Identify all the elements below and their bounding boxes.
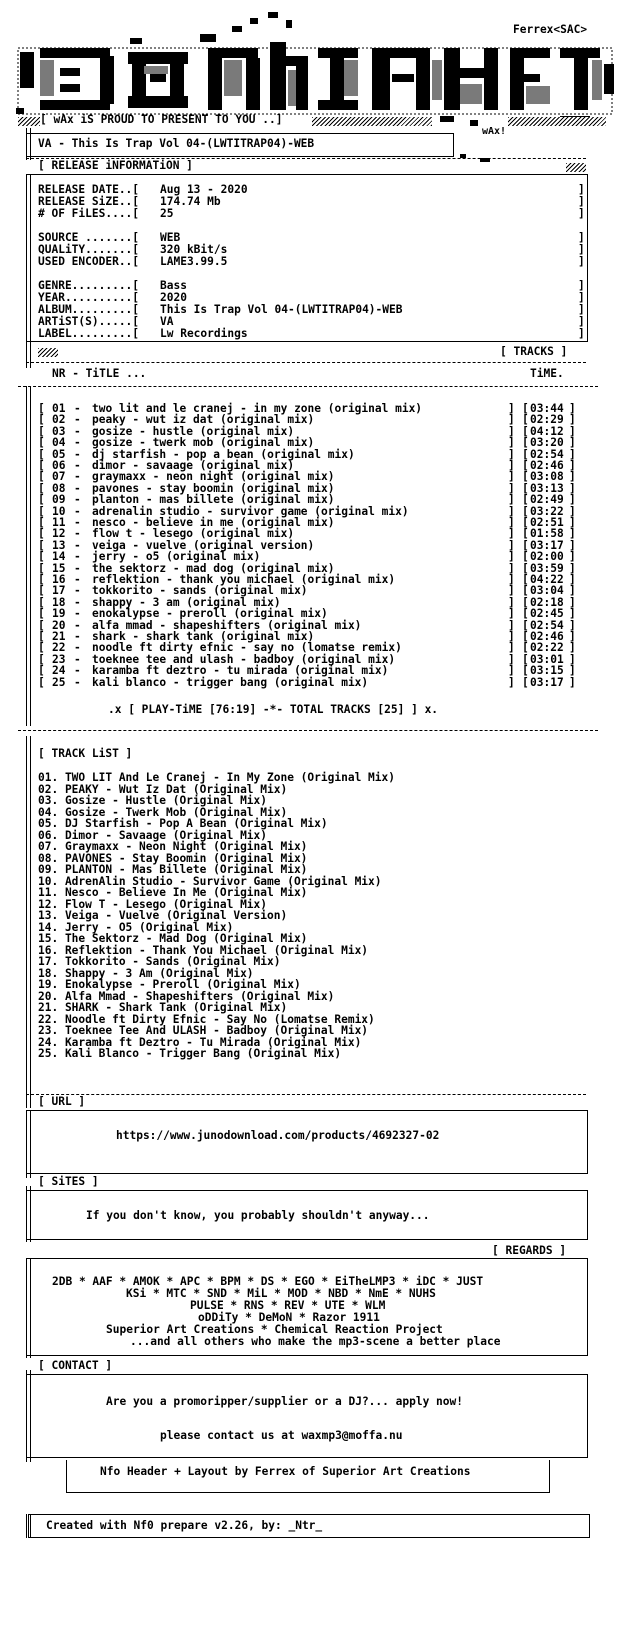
track-dash: - — [74, 470, 81, 484]
track-close-bracket: ] — [508, 618, 515, 632]
track-list-item: 18. Shappy - 3 Am (Original Mix) — [38, 966, 254, 980]
hatch-decor — [18, 117, 40, 126]
track-open-bracket: [ — [38, 675, 45, 689]
track-close-bracket: ] — [508, 413, 515, 427]
info-value: 25 — [160, 207, 174, 220]
track-time: 02:54 — [530, 618, 564, 632]
track-time-open: [ — [522, 516, 529, 529]
track-time-open: [ — [522, 618, 529, 632]
track-dash: - — [74, 664, 81, 678]
frame-bar — [26, 1110, 31, 1178]
track-time: 04:22 — [530, 573, 564, 586]
track-nr: 02 — [52, 413, 66, 427]
regards-line: oDDiTy * DeMoN * Razor 1911 — [198, 1311, 380, 1324]
contact-email-line[interactable]: please contact us at waxmp3@moffa.nu — [160, 1429, 403, 1442]
track-dash: - — [74, 550, 81, 564]
info-label: GENRE.........[ — [38, 279, 140, 292]
track-nr: 24 — [52, 664, 66, 678]
track-open-bracket: [ — [38, 447, 45, 461]
track-nr: 22 — [52, 641, 66, 655]
track-nr: 21 — [52, 630, 66, 643]
track-time: 01:58 — [530, 527, 564, 541]
track-title: gosize - hustle (original mix) — [92, 424, 295, 438]
track-list-item: 05. DJ Starfish - Pop A Bean (Original Mix) — [38, 817, 328, 830]
hatch-decor — [38, 348, 58, 357]
track-open-bracket: [ — [38, 550, 45, 564]
hatch-decor — [508, 117, 606, 126]
track-nr: 03 — [52, 424, 66, 438]
track-title: two lit and le cranej - in my zone (original mix) — [92, 402, 423, 415]
track-list-heading: [ TRACK LiST ] — [38, 747, 133, 760]
info-value: VA — [160, 315, 174, 328]
track-time-open: [ — [522, 550, 529, 564]
track-list-item: 25. Kali Blanco - Trigger Bang (Original Mix) — [38, 1047, 342, 1060]
track-close-bracket: ] — [508, 630, 515, 643]
track-nr: 10 — [52, 504, 66, 518]
track-dash: - — [74, 424, 81, 438]
track-time: 03:08 — [530, 470, 564, 484]
frame-bar — [26, 386, 31, 726]
track-title: planton - mas billete (original mix) — [92, 493, 335, 507]
track-title: veiga - vuelve (original version) — [92, 538, 315, 552]
contact-box — [26, 1374, 588, 1458]
track-time-open: [ — [522, 641, 529, 655]
track-open-bracket: [ — [38, 595, 45, 609]
regards-line: ...and all others who make the mp3-scene a better place — [130, 1335, 501, 1348]
info-value: LAME3.99.5 — [160, 255, 228, 268]
track-time: 02:00 — [530, 550, 564, 564]
track-nr: 19 — [52, 607, 66, 621]
track-nr: 11 — [52, 516, 66, 529]
track-dash: - — [74, 447, 81, 461]
track-dash: - — [74, 527, 81, 541]
track-dash: - — [74, 504, 81, 518]
track-time: 02:49 — [530, 493, 564, 507]
track-time: 02:18 — [530, 595, 564, 609]
track-time-open: [ — [522, 402, 529, 415]
track-time-open: [ — [522, 424, 529, 438]
track-open-bracket: [ — [38, 413, 45, 427]
track-time: 03:44 — [530, 402, 564, 415]
track-close-bracket: ] — [508, 470, 515, 484]
track-time-open: [ — [522, 481, 529, 495]
track-time-open: [ — [522, 561, 529, 575]
track-list-item: 20. Alfa Mmad - Shapeshifters (Original Mix) — [38, 989, 335, 1003]
track-open-bracket: [ — [38, 504, 45, 518]
divider — [26, 362, 586, 363]
track-time: 03:22 — [530, 504, 564, 518]
release-info-heading: [ RELEASE iNFORMATiON ] — [38, 159, 193, 172]
track-nr: 05 — [52, 447, 66, 461]
divider — [26, 1094, 586, 1095]
track-list-item: 03. Gosize - Hustle (Original Mix) — [38, 794, 268, 807]
track-time-close: ] — [569, 424, 576, 438]
track-title: dj starfish - pop a bean (original mix) — [92, 447, 355, 461]
track-open-bracket: [ — [38, 584, 45, 598]
sites-text: If you don't know, you probably shouldn't anyway... — [86, 1209, 430, 1222]
track-nr: 25 — [52, 675, 66, 689]
track-open-bracket: [ — [38, 618, 45, 632]
track-nr: 01 — [52, 402, 66, 415]
divider — [18, 730, 598, 731]
track-title: enokalypse - preroll (original mix) — [92, 607, 328, 621]
track-list-item: 15. The Sektorz - Mad Dog (Original Mix) — [38, 932, 308, 945]
track-dash: - — [74, 481, 81, 495]
proud-line: [ wAx iS PROUD TO PRESENT TO YOU ..] — [40, 113, 283, 126]
track-nr: 18 — [52, 595, 66, 609]
track-dash: - — [74, 595, 81, 609]
track-dash: - — [74, 641, 81, 655]
url-link[interactable]: https://www.junodownload.com/products/4692327-02 — [116, 1129, 440, 1142]
track-open-bracket: [ — [38, 493, 45, 507]
track-time-close: ] — [569, 436, 576, 450]
track-list-item: 11. Nesco - Believe In Me (Original Mix) — [38, 886, 308, 899]
track-nr: 07 — [52, 470, 66, 484]
info-label: USED ENCODER..[ — [38, 255, 140, 268]
track-title: graymaxx - neon night (original mix) — [92, 470, 335, 484]
info-value: Bass — [160, 279, 187, 292]
track-time-close: ] — [569, 527, 576, 541]
frame-bar — [26, 1186, 31, 1242]
track-dash: - — [74, 607, 81, 621]
track-open-bracket: [ — [38, 481, 45, 495]
contact-heading: [ CONTACT ] — [38, 1359, 113, 1372]
track-title: flow t - lesego (original mix) — [92, 527, 295, 541]
info-value: Aug 13 - 2020 — [160, 183, 248, 196]
track-open-bracket: [ — [38, 436, 45, 450]
track-open-bracket: [ — [38, 641, 45, 655]
info-label: LABEL.........[ — [38, 327, 140, 340]
info-value: WEB — [160, 231, 181, 244]
track-title: pavones - stay boomin (original mix) — [92, 481, 335, 495]
track-open-bracket: [ — [38, 630, 45, 643]
track-list-item: 02. PEAKY - Wut Iz Dat (Original Mix) — [38, 782, 288, 796]
track-list-item: 06. Dimor - Savaage (Original Mix) — [38, 828, 268, 842]
track-time-open: [ — [522, 573, 529, 586]
track-title: nesco - believe in me (original mix) — [92, 516, 335, 529]
layout-credit: Nfo Header + Layout by Ferrex of Superior Art Creations — [100, 1465, 471, 1478]
info-label: RELEASE DATE..[ — [38, 183, 140, 196]
track-nr: 13 — [52, 538, 66, 552]
info-value: 174.74 Mb — [160, 195, 221, 208]
track-title: kali blanco - trigger bang (original mix) — [92, 675, 369, 689]
info-label: ALBUM.........[ — [38, 303, 140, 316]
track-time: 03:17 — [530, 538, 564, 552]
track-time-open: [ — [522, 527, 529, 541]
track-dash: - — [74, 630, 81, 643]
track-time: 02:45 — [530, 607, 564, 621]
track-dash: - — [74, 618, 81, 632]
track-time-close: ] — [569, 504, 576, 518]
frame-bar — [26, 736, 31, 1108]
track-time: 03:01 — [530, 652, 564, 666]
track-open-bracket: [ — [38, 459, 45, 472]
track-time-open: [ — [522, 470, 529, 484]
track-nr: 06 — [52, 459, 66, 472]
frame-bar — [26, 174, 31, 368]
nfo-document: Ferrex<SAC> [ wAx iS PROUD TO PRESENT TO YOU ..] wAx! VA - This Is Trap Vol 04-(LWTITRAP04)-WEB [ RELEASE iNFORMATiON ] RELEASE DATE..[ Aug 13 - 2020 RELEASE SiZE..[ 174.74 Mb # OF FiLES....[ 25 SOURCE .......[ WEB QUALiTY.......[ 320 kBit/s USED ENCODER..[ LAME3.99.5 GENRE.........[ Bass YEAR..........[ 2020 ALBUM.........[ This Is Trap Vol 04-(LWTITRAP04)-WEB ARTiST(S).....[ VA LABEL.........[ Lw Recordings ] ] ] ] ] ] ] ] ] ] ] [ TRACKS ] NR - TiTLE ... TiME. [ 01 - two lit and le cranej - in my zone (original mix) ] [ 03:44 ] [ 02 - peaky - wut iz dat (original mix) ] [ 02:29 ] [ 03 - gosize - hustle (original mix) ] [ 04:12 ] [ 04 - gosize - twerk mob (original mix) ] [ 03:20 ] [ 05 - dj starfish - pop a bean (original mix) ] [ 02:54 ] [ 06 - dimor - savaage (original mix) ] [ 02:46 ] [ 07 - graymaxx - neon night (original mix) ] [ 03:08 ] [ 08 - pavones - stay boomin (original mix) ] [ 03:13 ] [ 09 - planton - mas billete (original mix) ] [ 02:49 ] [ 10 - adrenalin studio - survivor game (original mix) ] [ 03:22 ] [ 11 - nesco - believe in me (original mix) ] [ 02:51 ] [ 12 - flow t - lesego (original mix) ] [ 01:58 ] [ 13 - veiga - vuelve (original version) ] [ 03:17 ] [ 14 - jerry - o5 (original mix) ] [ 02:00 ] [ 15 - the sektorz - mad dog (original mix) ] [ 03:59 ] [ 16 - reflektion - thank you michael (original mix) ] [ 04:22 ] [ 17 - tokkorito - sands (original mix) ] [ 03:04 ] [ 18 - shappy - 3 am (original mix) ] [ 02:18 ] [ 19 - enokalypse - preroll (original mix) ] [ 02:45 ] [ 20 - alfa mmad - shapeshifters (original mix) ] [ 02:54 ] [ 21 - shark - shark tank (original mix) ] [ 02:46 ] [ 22 - noodle ft dirty efnic - say no (lomatse remix) ] [ 02:22 ] [ 23 - toeknee tee and ulash - badboy (original mix) ] [ 03:01 ] [ 24 - karamba ft deztro - tu mirada (original mix) ] [ 03:15 ] [ 25 - kali blanco - trigger bang (original mix) ] [ 03:17 ] .x [ PLAY-TiME [76:19] -*- TOTAL TRACKS [25] ] x. [ TRACK LiST ] 01. TWO LIT And Le Cranej - In My Zone (Original Mix) 02. PEAKY - Wut Iz Dat (Original Mix) 03. Gosize - Hustle (Original Mix) 04. Gosize - Twerk Mob (Original Mix) 05. DJ Starfish - Pop A Bean (Original Mix) 06. Dimor - Savaage (Original Mix) 07. Graymaxx - Neon Night (Original Mix) 08. PAVONES - Stay Boomin (Original Mix) 09. PLANTON - Mas Billete (Original Mix) 10. AdrenAlin Studio - Survivor Game (Original Mix) 11. Nesco - Believe In Me (Original Mix) 12. Flow T - Lesego (Original Mix) 13. Veiga - Vuelve (Original Version) 14. Jerry - O5 (Original Mix) 15. The Sektorz - Mad Dog (Original Mix) 16. Reflektion - Thank You Michael (Original Mix) 17. Tokkorito - Sands (Original Mix) 18. Shappy - 3 Am (Original Mix) 19. Enokalypse - Preroll (Original Mix) 20. Alfa Mmad - Shapeshifters (Original Mix) 21. SHARK - Shark Tank (Original Mix) 22. Noodle ft Dirty Efnic - Say No (Lomatse Remix) 23. Toeknee Tee And ULASH - Badboy (Original Mix) 24. Karamba ft Deztro - Tu Mirada (Original Mix) 25. Kali Blanco - Trigger Bang (Original Mix) [ URL ] https://www.junodownload.com/products/4692327-02 [ SiTES ] If you don't know, you probably shouldn't anyway... [ REGARDS ] 2DB * AAF * AMOK * APC * BPM * DS * EGO * EiTheLMP3 * iDC * JUST KSi * MTC * SND * MiL * MOD * NBD * NmE * NUHS PULSE * RNS * REV * UTE * WLM oDDiTy * DeMoN * Razor 1911 Superior Art Creations * Chemical Reaction Project ...and all others who make the mp3-scene a better place [ CONTACT ] Are you a promoripper/supplier or a DJ?... apply now! please contact us at waxmp3@moffa.nu Nfo Header + Layout by Ferrex of Superior Art Creations Created with Nf0 prepare v2.26, by: _Ntr_ — [0, 0, 632, 1632]
track-time-close: ] — [569, 607, 576, 621]
track-time-close: ] — [569, 641, 576, 655]
regards-heading: [ REGARDS ] — [492, 1244, 567, 1257]
track-list-item: 09. PLANTON - Mas Billete (Original Mix) — [38, 863, 308, 876]
track-list-item: 13. Veiga - Vuelve (Original Version) — [38, 909, 288, 922]
track-time-open: [ — [522, 652, 529, 666]
regards-line: KSi * MTC * SND * MiL * MOD * NBD * NmE * NUHS — [126, 1287, 436, 1300]
track-open-bracket: [ — [38, 402, 45, 415]
track-title: tokkorito - sands (original mix) — [92, 584, 308, 598]
tracks-col-time: TiME. — [530, 367, 564, 380]
track-close-bracket: ] — [508, 516, 515, 529]
track-time-close: ] — [569, 584, 576, 598]
contact-line-1: Are you a promoripper/supplier or a DJ?... apply now! — [106, 1395, 463, 1408]
track-title: adrenalin studio - survivor game (original mix) — [92, 504, 409, 518]
track-time-open: [ — [522, 436, 529, 450]
info-value: Lw Recordings — [160, 327, 248, 340]
track-close-bracket: ] — [508, 561, 515, 575]
hatch-decor — [312, 117, 432, 126]
track-list-item: 08. PAVONES - Stay Boomin (Original Mix) — [38, 851, 308, 865]
track-time: 03:20 — [530, 436, 564, 450]
track-close-bracket: ] — [508, 459, 515, 472]
track-dash: - — [74, 413, 81, 427]
track-time-close: ] — [569, 493, 576, 507]
track-close-bracket: ] — [508, 675, 515, 689]
track-time-close: ] — [569, 470, 576, 484]
track-dash: - — [74, 675, 81, 689]
track-title: alfa mmad - shapeshifters (original mix) — [92, 618, 362, 632]
track-time-open: [ — [522, 447, 529, 461]
track-close-bracket: ] — [508, 481, 515, 495]
track-dash: - — [74, 652, 81, 666]
track-list-item: 01. TWO LIT And Le Cranej - In My Zone (Original Mix) — [38, 771, 395, 784]
track-list-item: 10. AdrenAlin Studio - Survivor Game (Original Mix) — [38, 874, 382, 888]
track-list-item: 16. Reflektion - Thank You Michael (Original Mix) — [38, 943, 369, 957]
track-time-open: [ — [522, 675, 529, 689]
info-value: 2020 — [160, 291, 187, 304]
track-time-close: ] — [569, 652, 576, 666]
track-title: the sektorz - mad dog (original mix) — [92, 561, 335, 575]
track-close-bracket: ] — [508, 527, 515, 541]
tracks-heading: [ TRACKS ] — [500, 345, 568, 358]
track-time-open: [ — [522, 607, 529, 621]
track-nr: 08 — [52, 481, 66, 495]
track-list-item: 22. Noodle ft Dirty Efnic - Say No (Lomatse Remix) — [38, 1012, 375, 1026]
track-dash: - — [74, 561, 81, 575]
track-time-close: ] — [569, 573, 576, 586]
track-time-close: ] — [569, 447, 576, 461]
track-time: 03:59 — [530, 561, 564, 575]
track-open-bracket: [ — [38, 561, 45, 575]
track-open-bracket: [ — [38, 538, 45, 552]
track-time: 02:46 — [530, 630, 564, 643]
track-time: 02:46 — [530, 459, 564, 472]
wax-tag: wAx! — [482, 126, 507, 137]
track-nr: 09 — [52, 493, 66, 507]
divider — [18, 386, 598, 387]
track-nr: 14 — [52, 550, 66, 564]
track-time: 03:17 — [530, 675, 564, 689]
track-close-bracket: ] — [508, 424, 515, 438]
track-close-bracket: ] — [508, 550, 515, 564]
url-heading: [ URL ] — [38, 1095, 86, 1108]
track-nr: 17 — [52, 584, 66, 598]
track-close-bracket: ] — [508, 504, 515, 518]
track-open-bracket: [ — [38, 527, 45, 541]
track-nr: 16 — [52, 573, 66, 586]
info-value: 320 kBit/s — [160, 243, 228, 256]
track-title: toeknee tee and ulash - badboy (original mix) — [92, 652, 396, 666]
info-label: YEAR..........[ — [38, 291, 140, 304]
track-time: 03:04 — [530, 584, 564, 598]
track-dash: - — [74, 459, 81, 472]
track-dash: - — [74, 493, 81, 507]
track-time-close: ] — [569, 481, 576, 495]
track-time-open: [ — [522, 630, 529, 643]
track-close-bracket: ] — [508, 652, 515, 666]
track-open-bracket: [ — [38, 607, 45, 621]
frame-bar — [26, 1514, 31, 1538]
info-label: SOURCE .......[ — [38, 231, 140, 244]
track-nr: 04 — [52, 436, 66, 450]
sites-heading: [ SiTES ] — [38, 1175, 99, 1188]
track-time-open: [ — [522, 595, 529, 609]
track-title: karamba ft deztro - tu mirada (original mix) — [92, 664, 389, 678]
track-open-bracket: [ — [38, 664, 45, 678]
track-dash: - — [74, 436, 81, 450]
track-time-close: ] — [569, 664, 576, 678]
track-dash: - — [74, 573, 81, 586]
track-time-close: ] — [569, 459, 576, 472]
frame-bar — [26, 128, 31, 160]
track-open-bracket: [ — [38, 652, 45, 666]
track-close-bracket: ] — [508, 538, 515, 552]
track-nr: 15 — [52, 561, 66, 575]
info-value: This Is Trap Vol 04-(LWTITRAP04)-WEB — [160, 303, 403, 316]
release-name: VA - This Is Trap Vol 04-(LWTITRAP04)-WEB — [38, 137, 315, 150]
track-time: 02:29 — [530, 413, 564, 427]
track-close-bracket: ] — [508, 573, 515, 586]
track-open-bracket: [ — [38, 424, 45, 438]
tracks-summary: .x [ PLAY-TiME [76:19] -*- TOTAL TRACKS [25] ] x. — [108, 703, 439, 716]
track-time-open: [ — [522, 459, 529, 472]
track-time: 03:13 — [530, 481, 564, 495]
tracks-col-title: NR - TiTLE ... — [52, 367, 147, 380]
track-list-item: 19. Enokalypse - Preroll (Original Mix) — [38, 978, 301, 991]
track-dash: - — [74, 584, 81, 598]
track-title: noodle ft dirty efnic - say no (lomatse remix) — [92, 641, 402, 655]
url-box — [26, 1110, 588, 1174]
track-time-close: ] — [569, 402, 576, 415]
track-nr: 12 — [52, 527, 66, 541]
track-list-item: 12. Flow T - Lesego (Original Mix) — [38, 897, 268, 911]
track-time-close: ] — [569, 675, 576, 689]
track-dash: - — [74, 538, 81, 552]
track-time-open: [ — [522, 538, 529, 552]
track-time-close: ] — [569, 413, 576, 427]
track-time: 02:22 — [530, 641, 564, 655]
created-with: Created with Nf0 prepare v2.26, by: _Ntr_ — [46, 1519, 323, 1532]
track-time-close: ] — [569, 618, 576, 632]
track-list-item: 17. Tokkorito - Sands (Original Mix) — [38, 955, 281, 968]
track-title: shappy - 3 am (original mix) — [92, 595, 281, 609]
track-time-open: [ — [522, 504, 529, 518]
track-close-bracket: ] — [508, 402, 515, 415]
track-list-item: 21. SHARK - Shark Tank (Original Mix) — [38, 1001, 288, 1014]
track-close-bracket: ] — [508, 584, 515, 598]
track-open-bracket: [ — [38, 470, 45, 484]
regards-line: PULSE * RNS * REV * UTE * WLM — [190, 1299, 386, 1312]
track-open-bracket: [ — [38, 573, 45, 586]
info-label: ARTiST(S).....[ — [38, 315, 140, 328]
track-title: jerry - o5 (original mix) — [92, 550, 261, 564]
info-label: RELEASE SiZE..[ — [38, 195, 140, 208]
track-title: shark - shark tank (original mix) — [92, 630, 315, 643]
track-title: reflektion - thank you michael (original mix) — [92, 573, 396, 586]
track-time-open: [ — [522, 413, 529, 427]
track-time-close: ] — [569, 516, 576, 529]
frame-bar — [26, 1258, 31, 1358]
track-open-bracket: [ — [38, 516, 45, 529]
track-list-item: 14. Jerry - O5 (Original Mix) — [38, 920, 234, 934]
track-list-item: 04. Gosize - Twerk Mob (Original Mix) — [38, 805, 288, 819]
track-time: 02:54 — [530, 447, 564, 461]
track-close-bracket: ] — [508, 436, 515, 450]
track-time-close: ] — [569, 550, 576, 564]
track-nr: 23 — [52, 652, 66, 666]
track-close-bracket: ] — [508, 447, 515, 461]
track-time-open: [ — [522, 493, 529, 507]
track-time-open: [ — [522, 664, 529, 678]
track-close-bracket: ] — [508, 641, 515, 655]
regards-line: 2DB * AAF * AMOK * APC * BPM * DS * EGO * EiTheLMP3 * iDC * JUST — [52, 1275, 484, 1288]
track-time-close: ] — [569, 538, 576, 552]
track-time: 03:15 — [530, 664, 564, 678]
info-label: # OF FiLES....[ — [38, 207, 140, 220]
track-title: gosize - twerk mob (original mix) — [92, 436, 315, 450]
track-close-bracket: ] — [508, 607, 515, 621]
track-dash: - — [74, 402, 81, 415]
track-title: peaky - wut iz dat (original mix) — [92, 413, 315, 427]
track-time-close: ] — [569, 595, 576, 609]
track-close-bracket: ] — [508, 664, 515, 678]
track-close-bracket: ] — [508, 493, 515, 507]
track-dash: - — [74, 516, 81, 529]
track-title: dimor - savaage (original mix) — [92, 459, 295, 472]
track-time-open: [ — [522, 584, 529, 598]
track-nr: 20 — [52, 618, 66, 632]
track-list-item: 07. Graymaxx - Neon Night (Original Mix) — [38, 840, 308, 853]
regards-line: Superior Art Creations * Chemical Reaction Project — [106, 1323, 443, 1336]
hatch-decor — [566, 163, 586, 172]
track-list-item: 24. Karamba ft Deztro - Tu Mirada (Original Mix) — [38, 1035, 362, 1049]
header-credit: Ferrex<SAC> — [513, 23, 588, 36]
track-time: 04:12 — [530, 424, 564, 438]
track-list-item: 23. Toeknee Tee And ULASH - Badboy (Original Mix) — [38, 1024, 369, 1037]
info-label: QUALiTY.......[ — [38, 243, 140, 256]
track-time-close: ] — [569, 561, 576, 575]
track-close-bracket: ] — [508, 595, 515, 609]
track-time-close: ] — [569, 630, 576, 643]
frame-bar — [26, 1370, 31, 1462]
track-time: 02:51 — [530, 516, 564, 529]
